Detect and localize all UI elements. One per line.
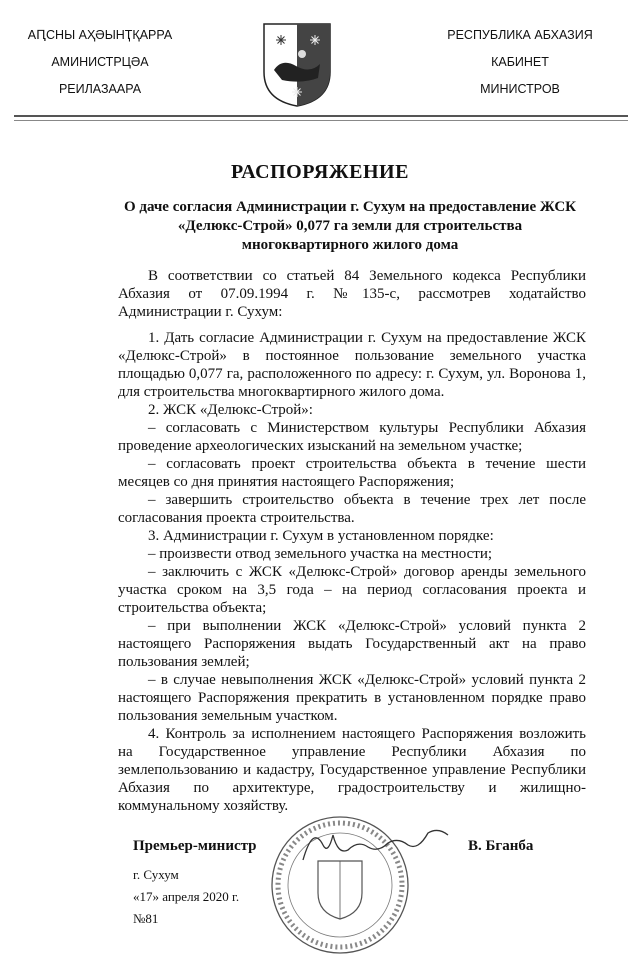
signature-block [118, 837, 586, 947]
paragraph: – согласовать проект строительства объекта в течение шести месяцев со дня принятия настоящего Распоряжения; [118, 456, 586, 490]
signer-title: Премьер-министр [133, 838, 257, 854]
document-body [118, 267, 586, 815]
paragraph: 4. Контроль за исполнением настоящего Распоряжения возложить на Государственное управление Республики Абхазия по землепользованию и кадастру, Государственное управление Республики Абхазия по архитектуре, градостроительству и жилищно-коммунальному хозяйству. [118, 726, 586, 814]
paragraph: 1. Дать согласие Администрации г. Сухум на предоставление ЖСК «Делюкс-Строй» в постоянное пользование земельного участка площадью 0,077 га, расположенного по адресу: г. Сухум, ул. Воронова 1, для строительства многоквартирного жилого дома. [118, 330, 586, 400]
issue-city: г. Сухум [133, 867, 179, 882]
handwritten-signature [298, 825, 458, 865]
signer-name: В. Бганба [468, 838, 534, 854]
issue-date: «17» апреля 2020 г. [133, 889, 240, 904]
document-content [118, 267, 586, 947]
paragraph: – при выполнении ЖСК «Делюкс-Строй» условий пункта 2 настоящего Распоряжения выдать Государственный акт на право пользования землей; [118, 618, 586, 670]
header-right-line: МИНИСТРОВ [480, 82, 560, 96]
header-left-line: АМИНИСТРЦӘА [51, 55, 149, 69]
paragraph: – произвести отвод земельного участка на местности; [148, 546, 493, 562]
document-number: №81 [133, 911, 159, 926]
header-left-line: РЕИЛАЗААРА [58, 82, 142, 96]
header-left-line: АԤСНЫ АҲӘЫНҬҚАРРА [27, 28, 173, 42]
document-title: РАСПОРЯЖЕНИЕ [231, 161, 409, 183]
header-divider [14, 115, 628, 121]
header-right [420, 22, 620, 103]
coat-of-arms-icon [262, 22, 332, 108]
header-right-line: КАБИНЕТ [491, 55, 549, 69]
document-subtitle: О даче согласия Администрации г. Сухум на предоставление ЖСК «Делюкс-Строй» 0,077 га земли для строительства многоквартирного жилого дома [123, 199, 577, 253]
paragraph: 3. Администрации г. Сухум в установленном порядке: [148, 528, 494, 544]
paragraph: 2. ЖСК «Делюкс-Строй»: [148, 402, 313, 418]
paragraph: – в случае невыполнения ЖСК «Делюкс-Строй» условий пункта 2 настоящего Распоряжения прекратить в установленном порядке право пользования земельным участком. [118, 672, 586, 724]
paragraph: – завершить строительство объекта в течение трех лет после согласования проекта строительства. [118, 492, 586, 526]
paragraph: – согласовать с Министерством культуры Республики Абхазия проведение археологических изысканий на земельном участке; [118, 420, 586, 454]
header-right-line: РЕСПУБЛИКА АБХАЗИЯ [447, 28, 593, 42]
header-left [0, 22, 200, 103]
paragraph: В соответствии со статьей 84 Земельного кодекса Республики Абхазия от 07.09.1994 г. №135-с, рассмотрев ходатайство Администрации г. Сухум: [118, 268, 586, 320]
paragraph: – заключить с ЖСК «Делюкс-Строй» договор аренды земельного участка сроком на 3,5 года – на период согласования проекта и строительства объекта; [118, 564, 586, 616]
